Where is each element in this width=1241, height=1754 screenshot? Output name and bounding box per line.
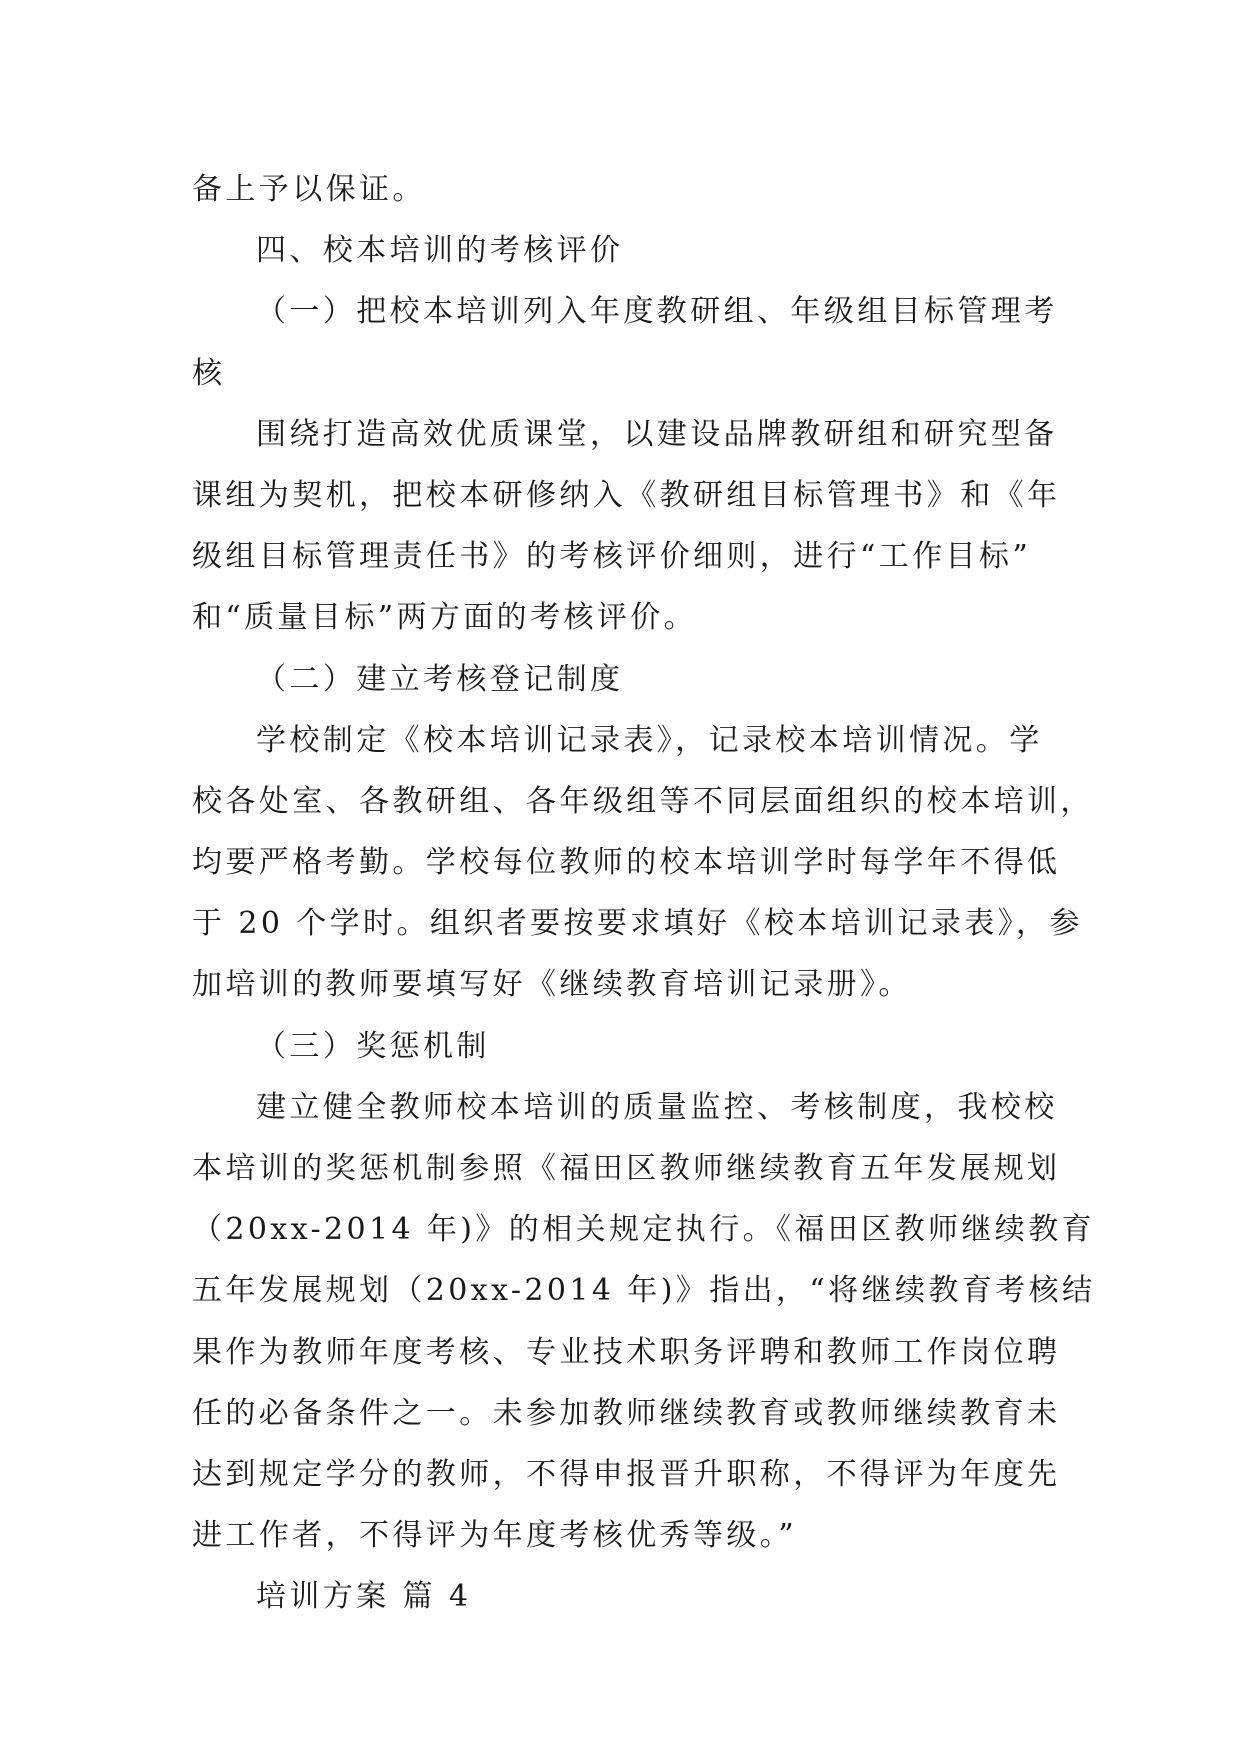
- paragraph-line: 任的必备条件之一。未参加教师继续教育或教师继续教育未: [192, 1395, 1061, 1431]
- paragraph-line: 校各处室、各教研组、各年级组等不同层面组织的校本培训，: [192, 783, 1094, 819]
- paragraph-first-line: 围绕打造高效优质课堂，以建设品牌教研组和研究型备: [256, 416, 1058, 452]
- paragraph-line: 课组为契机，把校本研修纳入《教研组目标管理书》和《年: [192, 477, 1061, 513]
- paragraph-line: 加培训的教师要填写好《继续教育培训记录册》。: [192, 967, 912, 1003]
- subsection-heading: （二）建立考核登记制度: [256, 661, 624, 697]
- paragraph-first-line: 建立健全教师校本培训的质量监控、考核制度，我校校: [256, 1089, 1058, 1125]
- paragraph-line: 五年发展规划（20xx-2014 年)》指出，“将继续教育考核结: [192, 1273, 1096, 1309]
- section-title: 培训方案 篇 4: [256, 1579, 472, 1615]
- document-body: [192, 159, 1096, 1628]
- section-heading: 四、校本培训的考核评价: [256, 233, 624, 269]
- paragraph-line: 备上予以保证。: [192, 172, 426, 207]
- paragraph-line: 果作为教师年度考核、专业技术职务评聘和教师工作岗位聘: [192, 1334, 1061, 1370]
- paragraph-line: 和“质量目标”两方面的考核评价。: [192, 600, 698, 636]
- paragraph-line: 级组目标管理责任书》的考核评价细则，进行“工作目标”: [192, 539, 1032, 575]
- paragraph-line: 本培训的奖惩机制参照《福田区教师继续教育五年发展规划: [192, 1151, 1061, 1186]
- paragraph-line: （20xx-2014 年)》的相关规定执行。《福田区教师继续教育: [192, 1212, 1096, 1248]
- subsection-heading: （一）把校本培训列入年度教研组、年级组目标管理考: [256, 294, 1058, 330]
- paragraph-line: 均要严格考勤。学校每位教师的校本培训学时每学年不得低: [192, 845, 1061, 881]
- paragraph-line: 于 20 个学时。组织者要按要求填好《校本培训记录表》，参: [192, 906, 1083, 942]
- subsection-heading: （三）奖惩机制: [256, 1028, 490, 1064]
- paragraph-line: 达到规定学分的教师，不得申报晋升职称，不得评为年度先: [192, 1456, 1061, 1492]
- paragraph-line: 进工作者，不得评为年度考核优秀等级。”: [192, 1518, 797, 1554]
- paragraph-first-line: 学校制定《校本培训记录表》，记录校本培训情况。学: [256, 722, 1043, 758]
- subsection-heading-continuation: 核: [192, 355, 226, 391]
